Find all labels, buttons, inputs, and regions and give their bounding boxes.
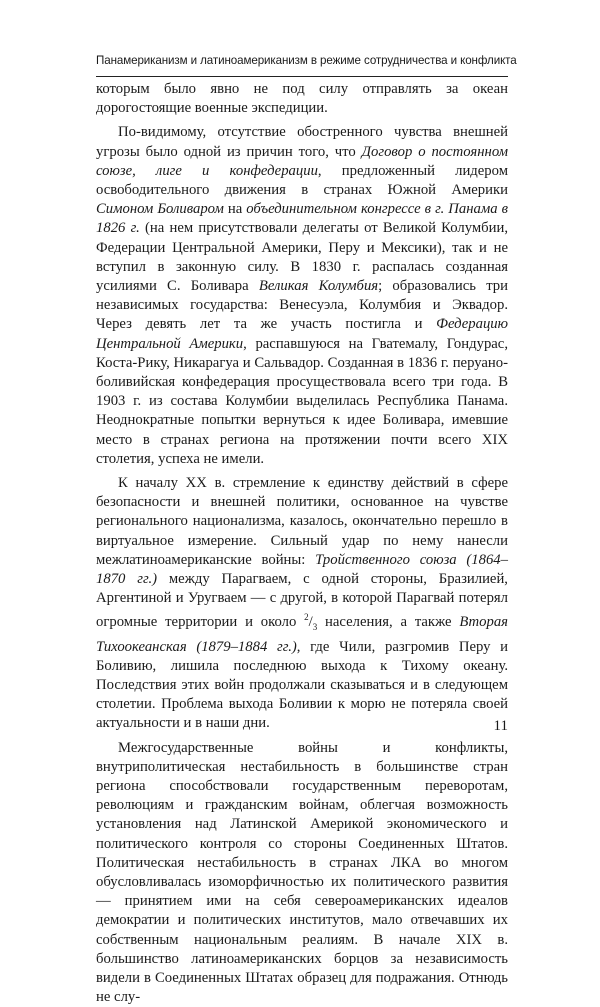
running-header: Панамериканизм и латиноамериканизм в режиме сотрудничества и конфликта [96,54,517,67]
p2-italic-gran-colombia: Великая Колумбия [258,278,379,295]
paragraph-1 [96,80,508,118]
p3-text-1: К началу XX в. стремление к единству действий в сфере безопасности и внешней политики, основанное на чувстве регионального национализма, казалось, окончательно перешло в виртуальное измерение. Сильный удар по нему нанесли межлатиноамериканские войны: [96,475,508,568]
paragraph-3 [96,474,508,733]
p3-italic-triple-alliance: Тройственного союза (1864–1870 гг.) [96,551,508,588]
p2-text-5: ; образовались три независимых государства: Венесуэла, Колумбия и Эквадор. Через девять лет та же участь постигла и [96,278,509,333]
page-number: 11 [493,718,508,734]
p1-text-1: которым было явно не под силу отправлять за океан дорогостоящие военные экспедиции. [96,81,508,117]
paragraph-2 [96,123,508,469]
p2-italic-congress: объединительном конгрессе в г. Панама в 1826 г. [96,201,509,237]
p2-italic-treaty: Договор о постоянном союзе, лиге и конфедерации [96,143,508,179]
p2-text-4: (на нем присутствовали делегаты от Великой Колумбии, Федерации Центральной Америки, Перу и Мексики), так и не вступил в законную силу. В 1830 г. распалась созданная усилиями С. Боливара [96,220,508,295]
p2-text-2: , предложенный лидером освободительного движения в странах Южной Америки [96,162,508,199]
header-rule [96,76,508,77]
fraction-denominator: 3 [312,622,318,633]
p4-text-1: Межгосударственные войны и конфликты, внутриполитическая нестабильность в большинстве стран региона способствовали государственным переворотам, революциям и гражданским войнам, облегчая возможность установления над Латинской Америкой экономического и политического контроля со стороны Соединенных Штатов. Политическая нестабильность в странах ЛКА во многом обусловливалась изоморфичностью их политического развития — принятием ими на себя североамериканских идеалов демократии и политических институтов, мало отвечавших их собственным национальным реалиям. В начале XIX в. большинство латиноамериканских борцов за независимость видели в Соединенных Штатах образец для подражания. Отнюдь не слу- [96,739,508,1006]
p3-italic-pacific-war: Вторая Тихоокеанская (1879–1884 гг.) [96,614,508,655]
p2-text-1: По-видимому, отсутствие обостренного чувства внешней угрозы было одной из причин того, что [96,124,508,160]
paragraph-4 [96,739,508,1007]
fraction-numerator: 2 [304,612,309,623]
body-text [96,80,508,1007]
fraction-two-thirds: $^2/_3$ [304,612,318,633]
p3-text-3: населения, а также [317,614,460,631]
p3-text-4: , где Чили, разгромив Перу и Боливию, лишила последнюю выхода к Тихому океану. Последствия этих войн продолжали сказываться и в следующем столетии. Проблема выхода Боливии к морю не потеряла своей актуальности и в наши дни. [96,638,508,732]
p2-text-6: , распавшуюся на Гватемалу, Гондурас, Коста-Рику, Никарагуа и Сальвадор. Созданная в 1836 г. перуано-боливийская конфедерация просуществовала всего три года. В 1903 г. из состава Колумбии выделилась Республика Панама. Неоднократные попытки вернуться к идее Боливара, имевшие место в странах региона на протяжении почти всего XIX столетия, успеха не имели. [96,335,508,467]
p2-text-3: на [223,201,247,218]
p3-text-2: между Парагваем, с одной стороны, Бразилией, Аргентиной и Уругваем — с другой, в которой Парагвай потерял огромные территории и около [96,571,508,631]
p2-italic-federation: Федерацию Центральной Америки [96,316,508,352]
p2-italic-bolivar: Симоном Боливаром [96,201,224,218]
